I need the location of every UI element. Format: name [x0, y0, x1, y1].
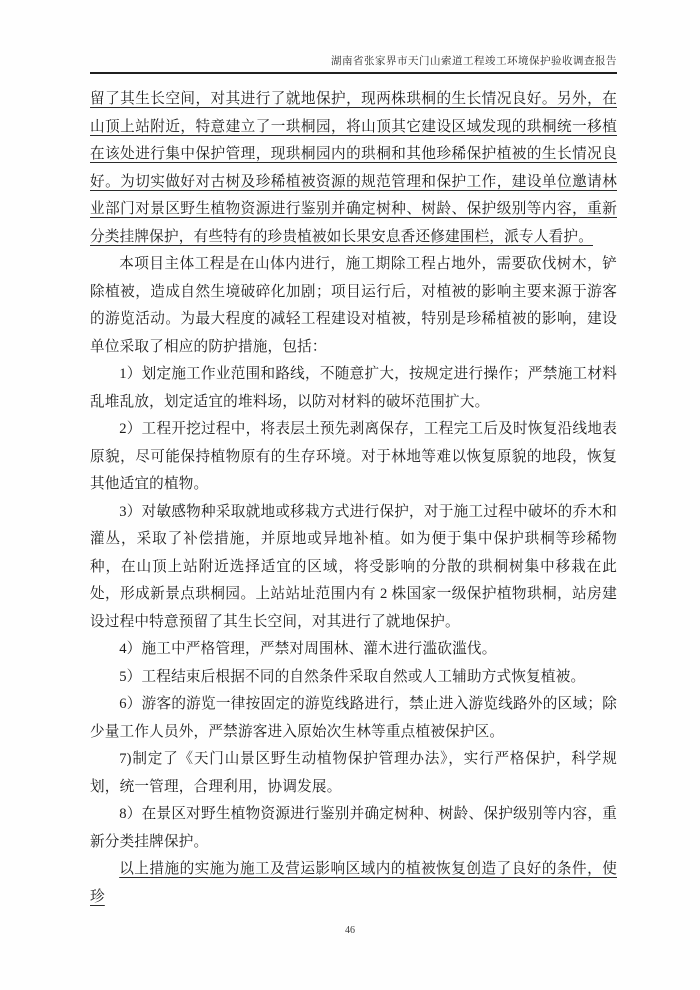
paragraph: 本项目主体工程是在山体内进行，施工期除工程占地外，需要砍伐树木，铲除植被，造成自然生境破碎化加剧；项目运行后，对植被的影响主要来源于游客的游览活动。为最大程度的减轻工程建设对植被，特别是珍稀植被的影响，建设单位采取了相应的防护措施，包括：: [90, 256, 617, 355]
paragraph: 8）在景区对野生植物资源进行鉴别并确定树种、树龄、保护级别等内容，重新分类挂牌保护。: [90, 806, 617, 850]
paragraph: 1）划定施工作业范围和路线，不随意扩大，按规定进行操作；严禁施工材料乱堆乱放，划定适宜的堆料场，以防对材料的破坏范围扩大。: [90, 366, 617, 410]
document-body: [90, 86, 617, 911]
header-rule: [90, 72, 617, 74]
paragraph: 6）游客的游览一律按固定的游览线路进行，禁止进入游览线路外的区域；除少量工作人员外，严禁游客进入原始次生林等重点植被保护区。: [90, 696, 617, 740]
paragraph: 7)制定了《天门山景区野生动植物保护管理办法》，实行严格保护，科学规划，统一管理，合理利用，协调发展。: [90, 751, 617, 795]
page-footer: [0, 925, 700, 936]
paragraph: 3）对敏感物种采取就地或移栽方式进行保护，对于施工过程中破坏的乔木和灌丛，采取了补偿措施，并原地或异地补植。如为便于集中保护珙桐等珍稀物种，在山顶上站附近选择适宜的区域，将受影响的分散的珙桐树集中移栽在此处，形成新景点珙桐园。上站站址范围内有 2 株国家一级保护植物珙桐，站房建设过程中特意预留了其生长空间，对其进行了就地保护。: [90, 503, 617, 630]
page-header-title: 湖南省张家界市天门山索道工程竣工环境保护验收调查报告: [331, 56, 617, 67]
page-header: [90, 0, 617, 74]
paragraph: 5）工程结束后根据不同的自然条件采取自然或人工辅助方式恢复植被。: [119, 668, 586, 685]
paragraph: 2）工程开挖过程中，将表层土预先剥离保存，工程完工后及时恢复沿线地表原貌，尽可能保持植物原有的生存环境。对于林地等难以恢复原貌的地段，恢复其他适宜的植物。: [90, 421, 617, 492]
page-number: 46: [345, 925, 355, 936]
paragraph: 留了其生长空间，对其进行了就地保护，现两株珙桐的生长情况良好。另外，在山顶上站附近，特意建立了一珙桐园，将山顶其它建设区域发现的珙桐统一移植在该处进行集中保护管理，现珙桐园内的珙桐和其他珍稀保护植被的生长情况良好。为切实做好对古树及珍稀植被资源的规范管理和保护工作，建设单位邀请林业部门对景区野生植物资源进行鉴别并确定树种、树龄、保护级别等内容，重新分类挂牌保护，有些特有的珍贵植被如长果安息香还修建围栏，派专人看护。: [90, 91, 617, 245]
paragraph: 4）施工中严格管理，严禁对周围林、灌木进行滥砍滥伐。: [119, 641, 497, 657]
paragraph: 以上措施的实施为施工及营运影响区域内的植被恢复创造了良好的条件，使珍: [90, 861, 617, 905]
